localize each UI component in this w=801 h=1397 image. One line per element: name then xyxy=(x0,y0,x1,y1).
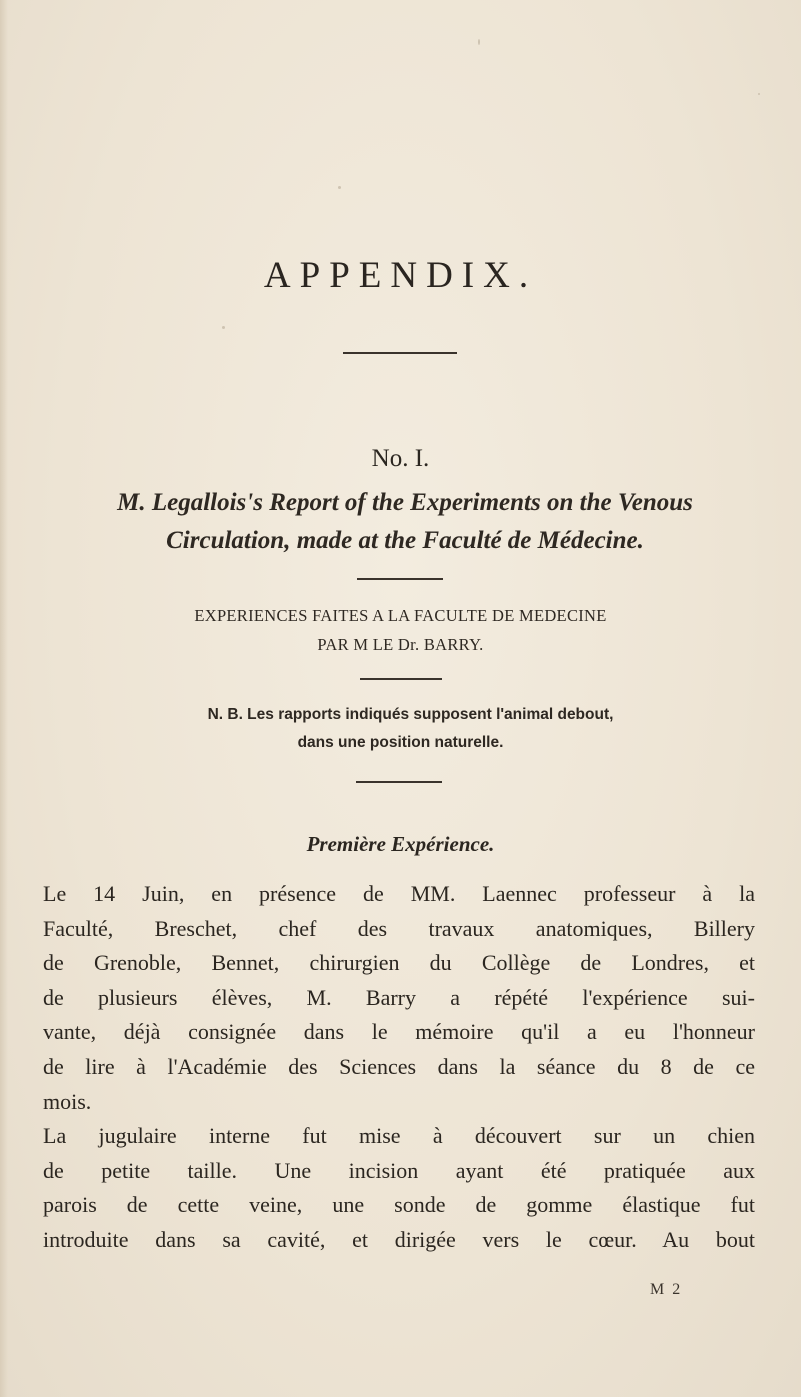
report-title-line: Circulation, made at the Faculté de Médecine. xyxy=(166,527,644,554)
paper-speck xyxy=(758,93,760,95)
body-text xyxy=(43,877,755,1258)
french-header-line: EXPERIENCES FAITES A LA FACULTE DE MEDECINE xyxy=(194,606,607,625)
text-line: Le 14 Juin, en présence de MM. Laennec professeur à la xyxy=(43,881,755,906)
divider-rule xyxy=(343,352,457,354)
text-line: de petite taille. Une incision ayant été pratiquée aux xyxy=(43,1157,755,1183)
paper-speck xyxy=(338,186,341,189)
report-title xyxy=(60,484,750,560)
paragraph-2 xyxy=(43,1119,755,1257)
paragraph-1 xyxy=(43,877,755,1119)
section-number: No. I. xyxy=(371,445,430,472)
nota-bene-line: dans une position naturelle. xyxy=(297,734,504,751)
text-line: introduite dans sa cavité, et dirigée vers le cœur. Au bout xyxy=(43,1226,755,1252)
text-line: de lire à l'Académie des Sciences dans la séance du 8 de ce xyxy=(43,1053,755,1079)
report-title-line: M. Legallois's Report of the Experiments on the Venous xyxy=(117,489,693,516)
paper-speck xyxy=(478,39,480,45)
divider-rule xyxy=(360,678,442,680)
french-header-line: PAR M LE Dr. BARRY. xyxy=(317,635,484,654)
nota-bene-line: N. B. Les rapports indiqués supposent l'animal debout, xyxy=(207,706,614,723)
page-spine-shadow xyxy=(0,0,8,1397)
text-line: mois. xyxy=(43,1088,92,1114)
text-line: de plusieurs élèves, M. Barry a répété l'expérience sui- xyxy=(43,984,755,1010)
text-line: Faculté, Breschet, chef des travaux anatomiques, Billery xyxy=(43,915,755,941)
text-line: de Grenoble, Bennet, chirurgien du Collège de Londres, et xyxy=(43,950,755,976)
text-line: vante, déjà consignée dans le mémoire qu'il a eu l'honneur xyxy=(43,1019,755,1045)
text-line: La jugulaire interne fut mise à découvert sur un chien xyxy=(43,1123,755,1149)
signature-mark: M 2 xyxy=(650,1281,683,1298)
paper-speck xyxy=(222,326,225,329)
text-line: parois de cette veine, une sonde de gomme élastique fut xyxy=(43,1192,755,1218)
experience-title: Première Expérience. xyxy=(306,832,495,856)
divider-rule xyxy=(357,578,443,580)
divider-rule xyxy=(356,781,442,783)
appendix-heading: APPENDIX. xyxy=(263,255,538,296)
